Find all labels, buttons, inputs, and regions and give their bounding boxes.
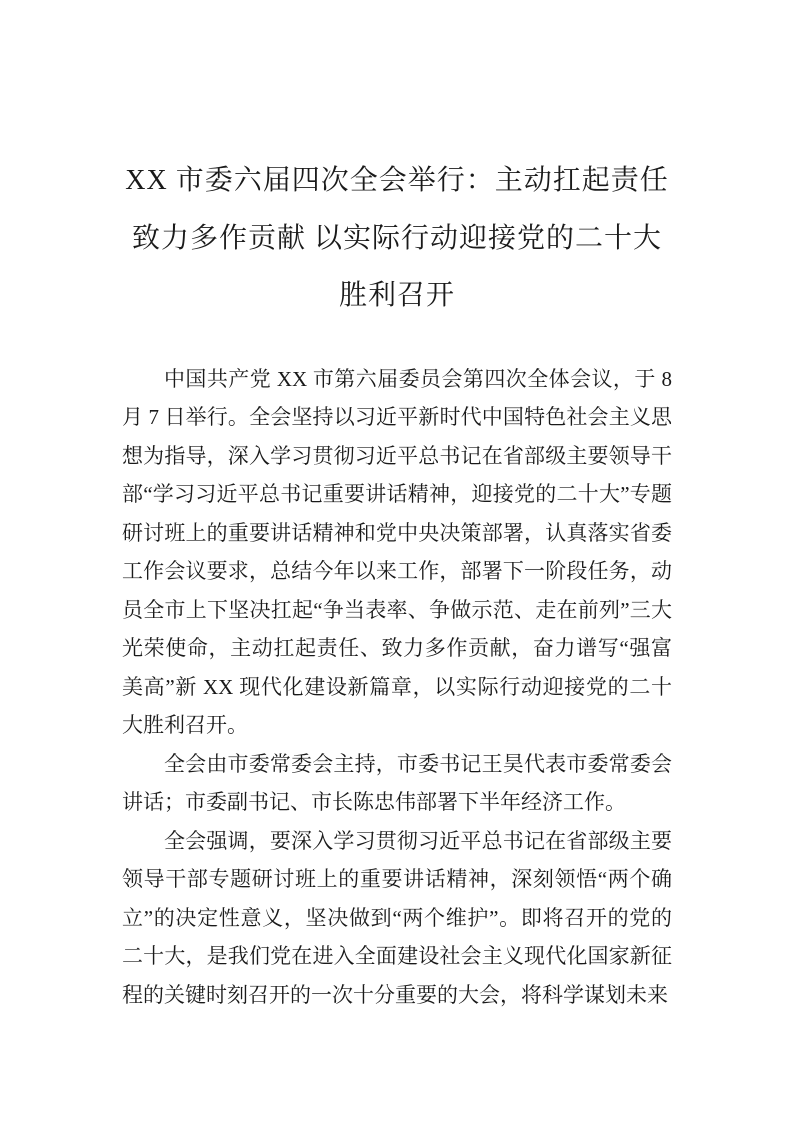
paragraph-2: 全会由市委常委会主持，市委书记王昊代表市委常委会讲话；市委副书记、市长陈忠伟部署下半年经济工作。 xyxy=(122,751,672,814)
document-title xyxy=(122,152,672,325)
document-body xyxy=(122,360,672,1015)
document-title-line-1: XX 市委六届四次全会举行：主动扛起责任 xyxy=(125,165,669,196)
document-content xyxy=(122,0,672,1014)
paragraph-3: 全会强调，要深入学习贯彻习近平总书记在省部级主要领导干部专题研讨班上的重要讲话精神，深刻领悟“两个确立”的决定性意义，坚决做到“两个维护”。即将召开的党的二十大，是我们党在进入全面建设社会主义现代化国家新征程的关键时刻召开的一次十分重要的大会，将科学谋划未来 xyxy=(122,828,672,1007)
paragraph-1: 中国共产党 XX 市第六届委员会第四次全体会议，于 8 月 7 日举行。全会坚持以习近平新时代中国特色社会主义思想为指导，深入学习贯彻习近平总书记在省部级主要领导干部“学习习近平总书记重要讲话精神，迎接党的二十大”专题研讨班上的重要讲话精神和党中央决策部署，认真落实省委工作会议要求，总结今年以来工作，部署下一阶段任务，动员全市上下坚决扛起“争当表率、争做示范、走在前列”三大光荣使命，主动扛起责任、致力多作贡献，奋力谱写“强富美高”新 XX 现代化建设新篇章，以实际行动迎接党的二十大胜利召开。 xyxy=(122,366,672,737)
document-title-line-2: 致力多作贡献 以实际行动迎接党的二十大 xyxy=(131,222,662,254)
document-title-line-3: 胜利召开 xyxy=(338,280,455,311)
